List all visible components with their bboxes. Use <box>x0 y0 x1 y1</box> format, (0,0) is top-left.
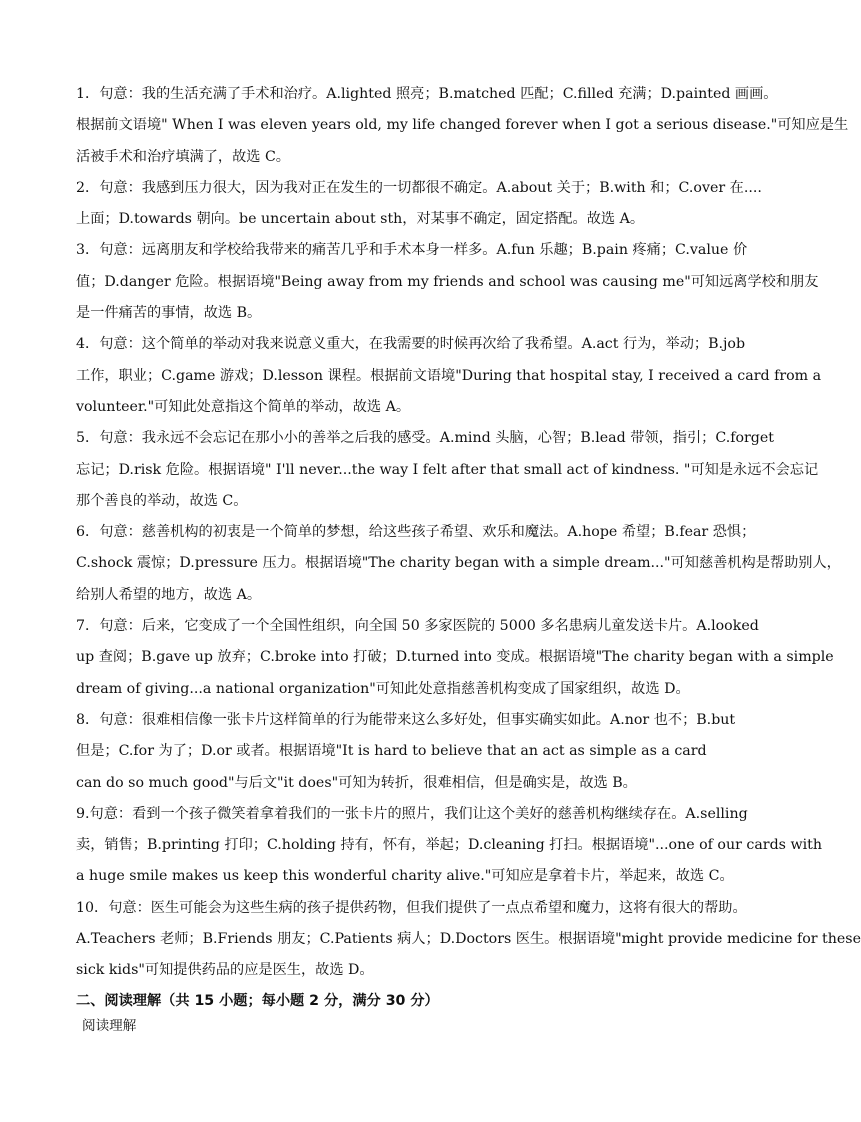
explanation-line: 3．句意：远离朋友和学校给我带来的痛苦几乎和手术本身一样多。A.fun 乐趣；B.pain 疼痛；C.value 价 <box>76 242 748 259</box>
explanation-line: 6．句意：慈善机构的初衷是一个简单的梦想，给这些孩子希望、欢乐和魔法。A.hope 希望；B.fear 恐惧； <box>76 524 756 541</box>
section-subheading: 阅读理解 <box>82 1017 137 1034</box>
explanation-item <box>76 423 819 517</box>
explanation-line: 但是；C.for 为了；D.or 或者。根据语境"It is hard to believe that an act as simple as a card <box>76 743 707 760</box>
explanation-item <box>76 611 834 705</box>
explanation-line: 2．句意：我感到压力很大，因为我对正在发生的一切都很不确定。A.about 关于；B.with 和；C.over 在.... <box>76 179 762 196</box>
explanation-line: volunteer."可知此处意指这个简单的举动，故选 A。 <box>76 398 411 415</box>
explanation-line: sick kids"可知提供药品的应是医生，故选 D。 <box>76 962 374 979</box>
explanation-item <box>76 235 819 329</box>
explanation-line: can do so much good"与后文"it does"可知为转折，很难相信，但是确实是，故选 B。 <box>76 774 637 791</box>
explanation-line: up 查阅；B.gave up 放弃；C.broke into 打破；D.turned into 变成。根据语境"The charity began with a simple <box>76 649 834 666</box>
explanation-line: 4．句意：这个简单的举动对我来说意义重大，在我需要的时候再次给了我希望。A.act 行为，举动；B.job <box>76 336 746 353</box>
explanation-line: C.shock 震惊；D.pressure 压力。根据语境"The charity began with a simple dream..."可知慈善机构是帮助别人， <box>76 555 841 572</box>
explanation-item <box>76 517 841 611</box>
explanation-line: 9.句意：看到一个孩子微笑着拿着我们的一张卡片的照片，我们让这个美好的慈善机构继续存在。A.selling <box>76 805 748 822</box>
explanation-line: 7．句意：后来，它变成了一个全国性组织，向全国 50 多家医院的 5000 多名患病儿童发送卡片。A.looked <box>76 618 759 635</box>
section-heading: 二、阅读理解（共 15 小题；每小题 2 分，满分 30 分） <box>76 992 439 1009</box>
explanation-item <box>76 329 822 423</box>
explanation-line: 10．句意：医生可能会为这些生病的孩子提供药物，但我们提供了一点点希望和魔力，这将有很大的帮助。 <box>76 899 747 916</box>
explanation-line: 5．句意：我永远不会忘记在那小小的善举之后我的感受。A.mind 头脑，心智；B.lead 带领，指引；C.forget <box>76 430 774 447</box>
explanation-line: 活被手术和治疗填满了，故选 C。 <box>76 148 290 165</box>
explanation-line: 值；D.danger 危险。根据语境"Being away from my friends and school was causing me"可知远离学校和朋友 <box>76 273 819 290</box>
explanation-list <box>76 79 861 987</box>
explanation-line: 卖，销售；B.printing 打印；C.holding 持有，怀有，举起；D.cleaning 打扫。根据语境"...one of our cards with <box>76 837 822 854</box>
explanation-line: 忘记；D.risk 危险。根据语境" I'll never...the way I felt after that small act of kindness. "可知是永远不会忘记 <box>76 461 819 478</box>
explanation-line: 上面；D.towards 朝向。be uncertain about sth，对某事不确定，固定搭配。故选 A。 <box>76 211 645 228</box>
explanation-line: 给别人希望的地方，故选 A。 <box>76 586 262 603</box>
answer-explanations <box>76 79 861 1037</box>
explanation-item <box>76 799 822 893</box>
explanation-line: dream of giving...a national organization"可知此处意指慈善机构变成了国家组织，故选 D。 <box>76 680 690 697</box>
explanation-line: 8．句意：很难相信像一张卡片这样简单的行为能带来这么多好处，但事实确实如此。A.nor 也不；B.but <box>76 711 736 728</box>
explanation-item <box>76 893 861 987</box>
explanation-item <box>76 705 748 799</box>
explanation-item <box>76 173 762 236</box>
explanation-line: A.Teachers 老师；B.Friends 朋友；C.Patients 病人；D.Doctors 医生。根据语境"might provide medicine for these <box>76 931 861 948</box>
explanation-line: 那个善良的举动，故选 C。 <box>76 492 248 509</box>
explanation-line: 1．句意：我的生活充满了手术和治疗。A.lighted 照亮；B.matched 匹配；C.filled 充满；D.painted 画画。 <box>76 86 778 102</box>
explanation-line: 根据前文语境" When I was eleven years old, my life changed forever when I got a serious disease."可知应是生 <box>76 117 849 134</box>
explanation-item <box>76 79 849 173</box>
explanation-line: 工作，职业；C.game 游戏；D.lesson 课程。根据前文语境"During that hospital stay, I received a card from a <box>76 367 822 384</box>
explanation-line: 是一件痛苦的事情，故选 B。 <box>76 305 262 322</box>
explanation-line: a huge smile makes us keep this wonderful charity alive."可知应是拿着卡片，举起来，故选 C。 <box>76 868 734 885</box>
